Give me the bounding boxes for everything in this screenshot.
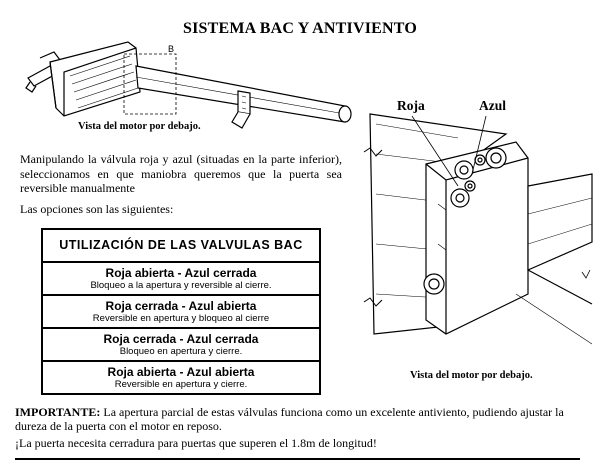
- intro-paragraph: Manipulando la válvula roja y azul (situadas en la parte inferior), seleccionamos en que maniobra queremos que la puerta sea reversible manualmente: [20, 152, 342, 196]
- options-text: Las opciones son las siguientes:: [20, 202, 174, 216]
- row-subtitle: Bloqueo en apertura y cierre.: [119, 346, 243, 357]
- table-row: [42, 295, 320, 328]
- page-title: SISTEMA BAC Y ANTIVIENTO: [182, 20, 418, 37]
- valves-table: [41, 228, 321, 395]
- table-header: UTILIZACIÓN DE LAS VALVULAS BAC: [42, 229, 320, 262]
- row-title: Roja cerrada - Azul abierta: [105, 299, 257, 313]
- label-roja: Roja: [397, 98, 425, 113]
- row-title: Roja cerrada - Azul cerrada: [103, 332, 259, 346]
- label-azul: Azul: [479, 98, 506, 113]
- figure-caption-top: Vista del motor por debajo.: [78, 121, 201, 132]
- important-paragraph: [15, 405, 587, 433]
- important-label: IMPORTANTE:: [15, 405, 101, 419]
- table-row: [42, 361, 320, 394]
- row-subtitle: Reversible en apertura y cierre.: [114, 379, 248, 390]
- label-b: B: [168, 44, 175, 54]
- row-title: Roja abierta - Azul abierta: [107, 365, 255, 379]
- table-row: [42, 328, 320, 361]
- figure-caption-right: Vista del motor por debajo.: [410, 370, 533, 381]
- valve-detail-illustration: [346, 94, 594, 364]
- row-subtitle: Bloqueo a la apertura y reversible al cierre.: [90, 280, 272, 291]
- lock-note: ¡La puerta necesita cerradura para puertas que superen el 1.8m de longitud!: [15, 436, 377, 450]
- bottom-rule: [15, 458, 580, 460]
- row-subtitle: Reversible en apertura y bloqueo al cierre: [92, 313, 270, 324]
- important-text: La apertura parcial de estas válvulas funciona como un excelente antiviento, pudiendo ajustar la dureza de la puerta con el motor en reposo.: [15, 405, 564, 433]
- row-title: Roja abierta - Azul cerrada: [105, 266, 257, 280]
- table-row: [42, 262, 320, 295]
